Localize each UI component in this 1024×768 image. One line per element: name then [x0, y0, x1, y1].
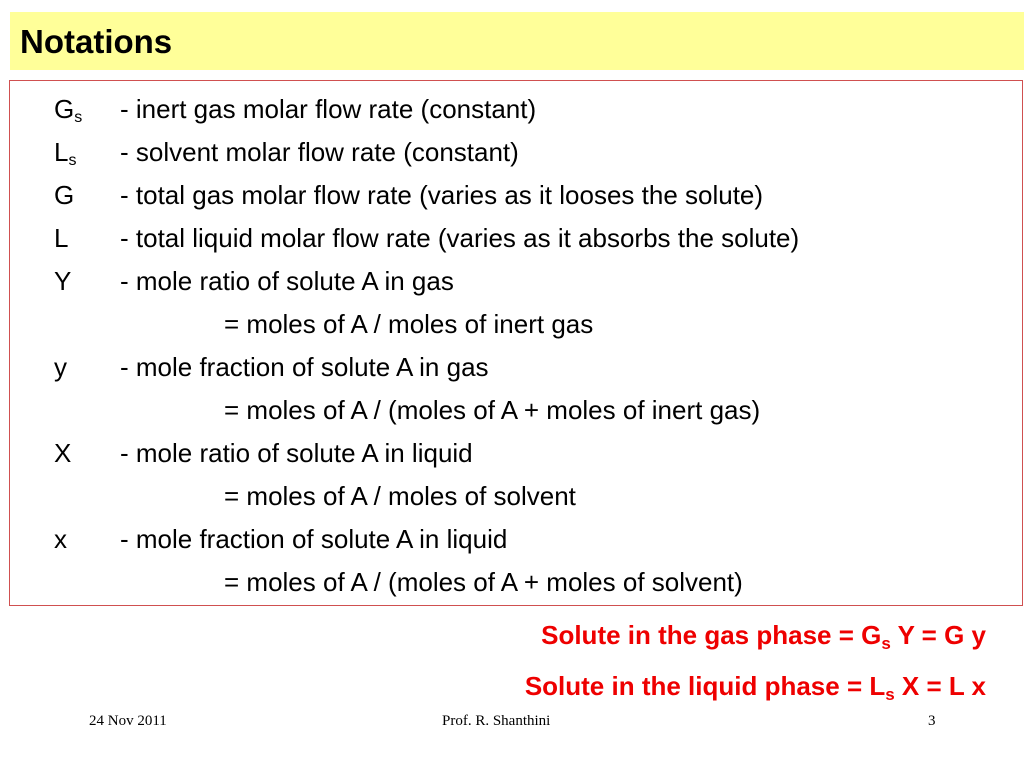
liquid-phase-summary: Solute in the liquid phase = $L_s$ X = L x — [524, 671, 986, 704]
notation-symbol: y — [54, 352, 67, 382]
notation-equation: = moles of A / moles of solvent — [224, 481, 576, 511]
page-number: 3 — [928, 713, 936, 729]
notation-description: - inert gas molar flow rate (constant) — [120, 94, 537, 124]
footer-date: 24 Nov 2011 — [89, 713, 167, 729]
gas-phase-summary: Solute in the gas phase = $G_s$ Y = G y — [541, 620, 986, 653]
notation-description: - total liquid molar flow rate (varies as it absorbs the solute) — [120, 223, 800, 253]
notation-description: - mole ratio of solute A in gas — [120, 266, 454, 296]
notation-symbol: G — [54, 180, 75, 210]
notation-equation: = moles of A / (moles of A + moles of solvent) — [224, 567, 743, 597]
notation-symbol: $L_s$ — [54, 137, 77, 169]
notation-description: - mole fraction of solute A in liquid — [120, 524, 508, 554]
notation-description: - mole fraction of solute A in gas — [120, 352, 489, 382]
notation-equation: = moles of A / moles of inert gas — [224, 309, 594, 339]
notation-symbol: Y — [54, 266, 72, 296]
notation-symbol: x — [54, 524, 67, 554]
notation-symbol: X — [54, 438, 72, 468]
notation-description: - solvent molar flow rate (constant) — [120, 137, 519, 167]
footer-author: Prof. R. Shanthini — [442, 713, 551, 729]
notation-symbol: L — [54, 223, 69, 253]
slide-title: Notations — [20, 23, 173, 60]
notation-description: - mole ratio of solute A in liquid — [120, 438, 473, 468]
notation-description: - total gas molar flow rate (varies as it looses the solute) — [120, 180, 764, 210]
notation-symbol: $G_s$ — [54, 94, 83, 126]
notation-equation: = moles of A / (moles of A + moles of inert gas) — [224, 395, 761, 425]
